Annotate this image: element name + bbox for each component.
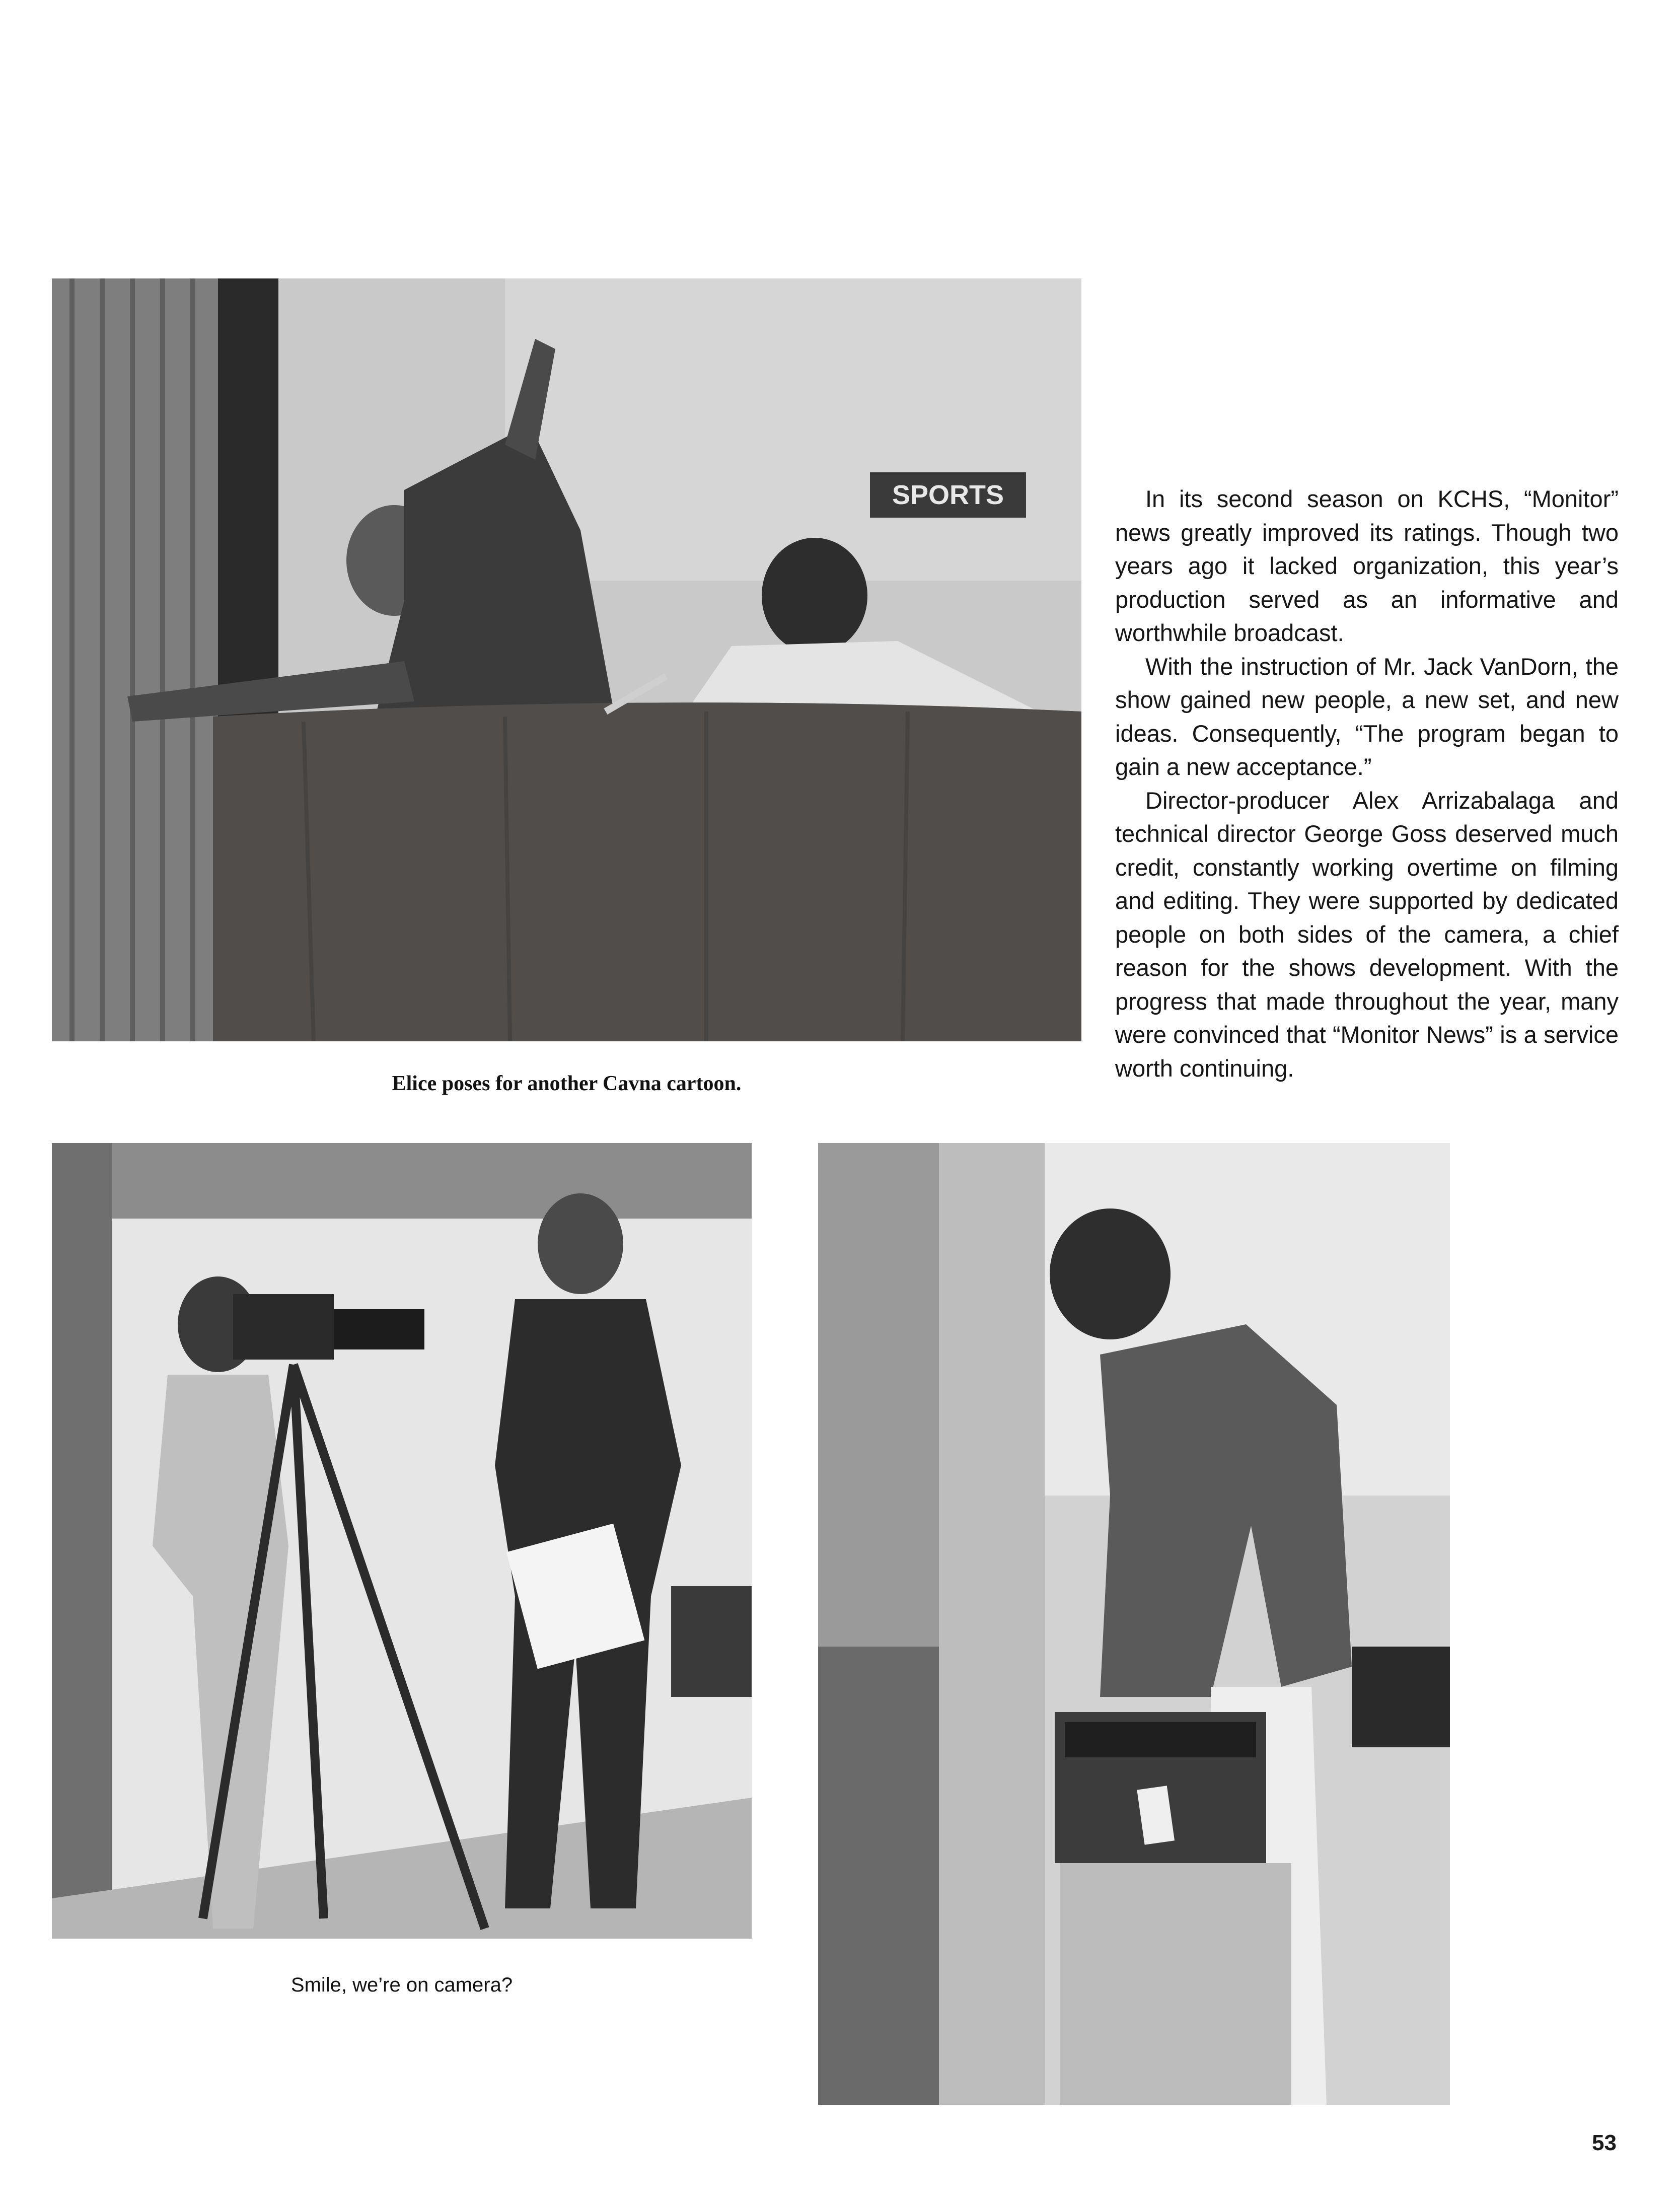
camera-crew-image (52, 1143, 752, 1939)
photo-news-desk (52, 278, 1081, 1041)
article-paragraph: In its second season on KCHS, “Monitor” news greatly improved its ratings. Though two years ago it lacked organization, this year’s production served as an informative and worthwhile broadcast. (1115, 485, 1619, 646)
photo-equipment-operator (818, 1143, 1450, 2105)
photo-camera-crew (52, 1143, 752, 1939)
caption-camera-crew: Smile, we’re on camera? (290, 1974, 513, 1996)
equipment-operator-image (818, 1143, 1450, 2105)
news-desk-image (52, 278, 1081, 1041)
sports-sign-text: SPORTS (892, 480, 1004, 510)
caption-news-desk: Elice poses for another Cavna cartoon. (392, 1072, 742, 1095)
page-number: 53 (1592, 2130, 1617, 2155)
article-paragraph: Director-producer Alex Arrizabalaga and technical director George Goss deserved much credit, constantly working overtime on filming and editing. They were supported by dedicated people on both sides of the camera, a chief reason for the shows development. With the progress that made throughout the year, many were convinced that “Monitor News” is a service worth continuing. (1115, 787, 1619, 1082)
article-paragraph: With the instruction of Mr. Jack VanDorn, the show gained new people, a new set, and new ideas. Consequently, “The program began to gain a new acceptance.” (1115, 653, 1619, 780)
article-body (1115, 482, 1619, 1085)
